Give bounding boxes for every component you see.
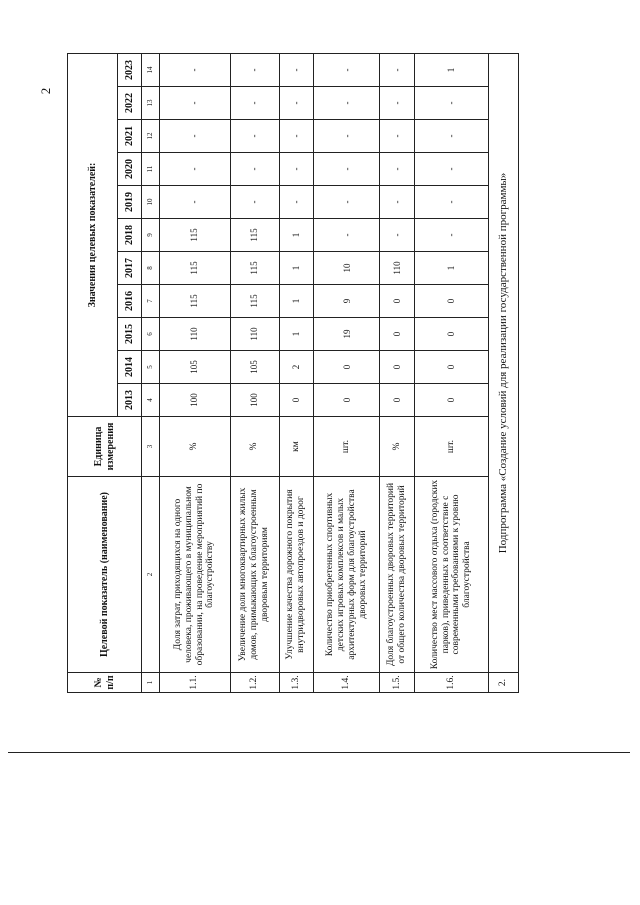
table-row — [159, 53, 230, 692]
value-cell: - — [314, 87, 380, 120]
value-cell: - — [380, 219, 414, 252]
value-cell: 105 — [159, 351, 230, 384]
row-number: 1.4. — [314, 673, 380, 693]
column-number: 3 — [142, 417, 159, 477]
value-cell: 0 — [314, 351, 380, 384]
value-cell: 9 — [314, 285, 380, 318]
column-number-row — [142, 53, 159, 692]
column-number: 10 — [142, 186, 159, 219]
value-cell: 115 — [159, 285, 230, 318]
header-num: № п/п — [68, 673, 142, 693]
value-cell: - — [159, 53, 230, 86]
value-cell: 1 — [279, 219, 313, 252]
table-row — [414, 53, 488, 692]
header-row-group — [68, 53, 118, 692]
value-cell: 115 — [159, 219, 230, 252]
value-cell: - — [380, 153, 414, 186]
row-number: 1.6. — [414, 673, 488, 693]
unit-cell: % — [159, 417, 230, 477]
target-indicators-table — [67, 53, 519, 693]
table-body — [159, 53, 518, 692]
column-number: 6 — [142, 318, 159, 351]
value-cell: - — [314, 219, 380, 252]
year-header: 2015 — [118, 318, 142, 351]
value-cell: 110 — [159, 318, 230, 351]
value-cell: - — [159, 153, 230, 186]
value-cell: 110 — [380, 252, 414, 285]
value-cell: 19 — [314, 318, 380, 351]
column-number: 5 — [142, 351, 159, 384]
value-cell: 0 — [380, 351, 414, 384]
row-number: 1.3. — [279, 673, 313, 693]
value-cell: 1 — [279, 318, 313, 351]
value-cell: 1 — [414, 53, 488, 86]
year-header: 2014 — [118, 351, 142, 384]
rotated-table-container — [67, 53, 519, 693]
value-cell: 2 — [279, 351, 313, 384]
indicator-name: Количество мест массового отдыха (городских парков), приведенных в соответствие с современными требованиями к уровню благоустройства — [414, 477, 488, 673]
column-number: 2 — [142, 477, 159, 673]
value-cell: 0 — [414, 285, 488, 318]
value-cell: 0 — [380, 318, 414, 351]
header-values-group: Значения целевых показателей: — [68, 53, 118, 416]
year-header: 2017 — [118, 252, 142, 285]
value-cell: 110 — [230, 318, 279, 351]
column-number: 9 — [142, 219, 159, 252]
value-cell: 0 — [380, 384, 414, 417]
value-cell: 115 — [230, 252, 279, 285]
page-number: 2 — [38, 87, 53, 95]
row-number: 1.5. — [380, 673, 414, 693]
section-row — [489, 53, 519, 692]
column-number: 14 — [142, 53, 159, 86]
value-cell: 0 — [414, 318, 488, 351]
value-cell: - — [230, 186, 279, 219]
unit-cell: % — [380, 417, 414, 477]
indicator-name: Количество приобретенных спортивных детских игровых комплексов и малых архитектурных форм для благоустройства дворовых территорий — [314, 477, 380, 673]
value-cell: 0 — [414, 384, 488, 417]
value-cell: - — [314, 186, 380, 219]
value-cell: 115 — [230, 285, 279, 318]
value-cell: 0 — [380, 285, 414, 318]
value-cell: - — [380, 87, 414, 120]
column-number: 1 — [142, 673, 159, 693]
column-number: 11 — [142, 153, 159, 186]
value-cell: - — [279, 53, 313, 86]
column-number: 7 — [142, 285, 159, 318]
value-cell: 0 — [314, 384, 380, 417]
value-cell: 0 — [279, 384, 313, 417]
column-number: 13 — [142, 87, 159, 120]
value-cell: 1 — [279, 285, 313, 318]
indicator-name: Увеличение доли многоквартирных жилых домов, примыкающих к благоустроенным дворовым территориям — [230, 477, 279, 673]
value-cell: - — [230, 87, 279, 120]
table-row — [314, 53, 380, 692]
section-title: Подпрограмма «Создание условий для реализации государственной программы» — [489, 53, 519, 672]
value-cell: - — [230, 120, 279, 153]
value-cell: - — [314, 120, 380, 153]
column-number: 4 — [142, 384, 159, 417]
value-cell: - — [380, 53, 414, 86]
value-cell: - — [414, 120, 488, 153]
value-cell: 100 — [230, 384, 279, 417]
value-cell: 1 — [279, 252, 313, 285]
value-cell: - — [159, 120, 230, 153]
value-cell: - — [414, 186, 488, 219]
table-row — [380, 53, 414, 692]
column-number: 12 — [142, 120, 159, 153]
value-cell: - — [380, 120, 414, 153]
year-header: 2021 — [118, 120, 142, 153]
value-cell: 105 — [230, 351, 279, 384]
value-cell: 1 — [414, 252, 488, 285]
indicator-name: Доля затрат, приходящихся на одного человека, проживающего в муниципальном образовании, на проведение мероприятий по благоустройству — [159, 477, 230, 673]
year-header: 2023 — [118, 53, 142, 86]
year-header: 2022 — [118, 87, 142, 120]
value-cell: - — [314, 153, 380, 186]
indicator-name: Доля благоустроенных дворовых территорий от общего количества дворовых территорий — [380, 477, 414, 673]
value-cell: - — [159, 87, 230, 120]
value-cell: 0 — [414, 351, 488, 384]
value-cell: - — [414, 153, 488, 186]
year-header: 2018 — [118, 219, 142, 252]
value-cell: - — [230, 53, 279, 86]
value-cell: - — [279, 87, 313, 120]
value-cell: - — [414, 87, 488, 120]
value-cell: - — [279, 186, 313, 219]
value-cell: 115 — [159, 252, 230, 285]
value-cell: 100 — [159, 384, 230, 417]
unit-cell: % — [230, 417, 279, 477]
value-cell: - — [279, 120, 313, 153]
table-row — [230, 53, 279, 692]
horizontal-divider — [8, 752, 630, 753]
header-unit: Единица измерения — [68, 417, 142, 477]
year-header: 2016 — [118, 285, 142, 318]
row-number: 1.1. — [159, 673, 230, 693]
value-cell: - — [414, 219, 488, 252]
value-cell: - — [230, 153, 279, 186]
section-number: 2. — [489, 673, 519, 693]
value-cell: - — [159, 186, 230, 219]
header-indicator: Целевой показатель (наименование) — [68, 477, 142, 673]
value-cell: - — [314, 53, 380, 86]
row-number: 1.2. — [230, 673, 279, 693]
value-cell: 10 — [314, 252, 380, 285]
value-cell: 115 — [230, 219, 279, 252]
value-cell: - — [380, 186, 414, 219]
table-row — [279, 53, 313, 692]
unit-cell: шт. — [314, 417, 380, 477]
column-number: 8 — [142, 252, 159, 285]
unit-cell: шт. — [414, 417, 488, 477]
year-header: 2019 — [118, 186, 142, 219]
year-header: 2020 — [118, 153, 142, 186]
year-header: 2013 — [118, 384, 142, 417]
value-cell: - — [279, 153, 313, 186]
unit-cell: км — [279, 417, 313, 477]
indicator-name: Улучшение качества дорожного покрытия внутридворовых автопроездов и дорог — [279, 477, 313, 673]
